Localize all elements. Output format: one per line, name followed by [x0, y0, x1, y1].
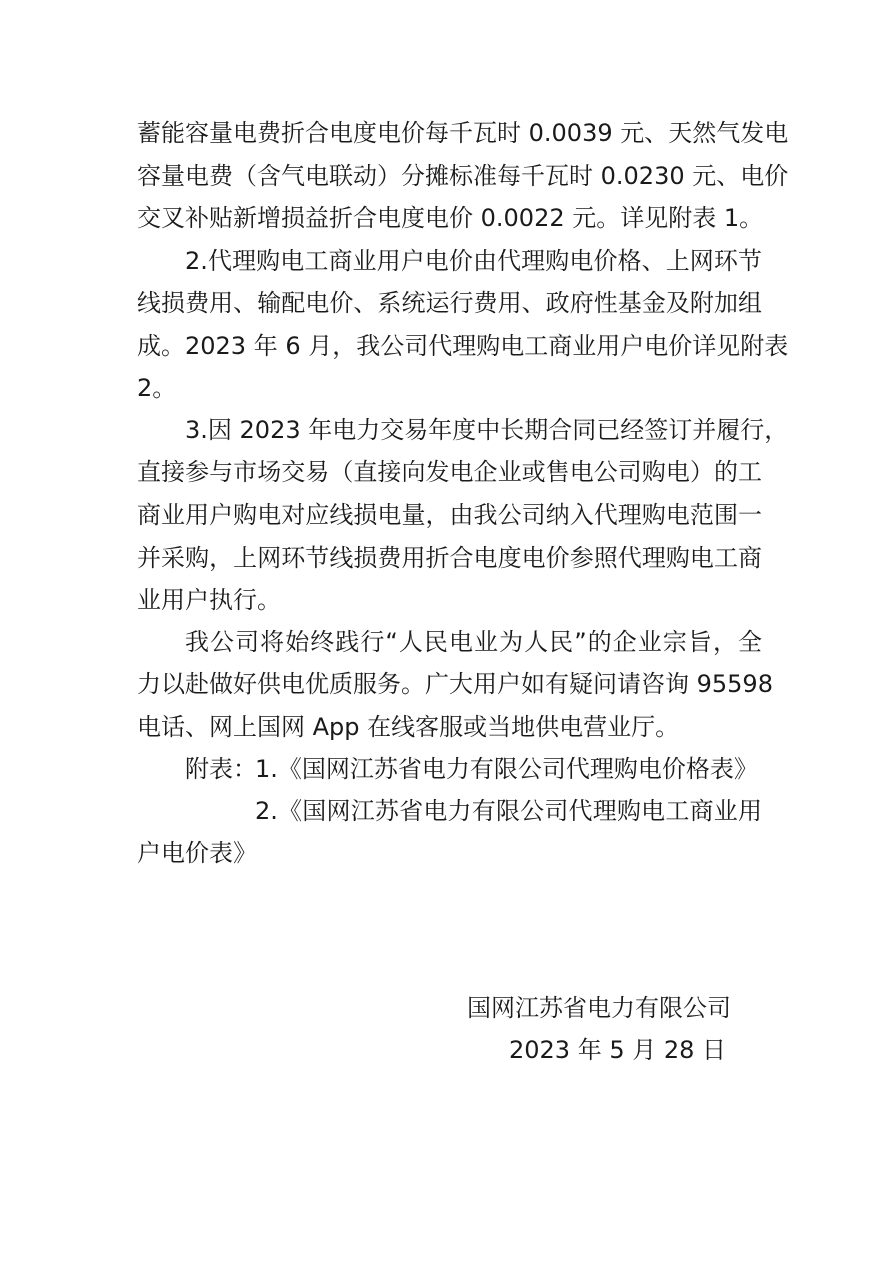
paragraph-line: 直接参与市场交易（直接向发电企业或售电公司购电）的工 [137, 458, 762, 486]
attachment-item-2-continued: 户电价表》 [137, 839, 257, 867]
attachments-label: 附表： [185, 755, 257, 783]
paragraph-line: 我公司将始终践行“人民电业为人民”的企业宗旨，全 [185, 628, 762, 656]
paragraph-line: 容量电费（含气电联动）分摊标准每千瓦时 0.0230 元、电价 [137, 162, 789, 190]
paragraph-line: 电话、网上国网 App 在线客服或当地供电营业厅。 [137, 713, 680, 741]
issue-date: 2023 年 5 月 28 日 [509, 1036, 727, 1064]
paragraph-line: 交叉补贴新增损益折合电度电价 0.0022 元。详见附表 1。 [137, 204, 764, 232]
paragraph-line: 并采购，上网环节线损费用折合电度电价参照代理购电工商 [137, 544, 762, 572]
paragraph-line: 业用户执行。 [137, 586, 281, 614]
attachment-item-2: 2.《国网江苏省电力有限公司代理购电工商业用 [255, 797, 762, 825]
paragraph-line: 商业用户购电对应线损电量，由我公司纳入代理购电范围一 [137, 501, 762, 529]
paragraph-line: 线损费用、输配电价、系统运行费用、政府性基金及附加组 [137, 289, 762, 317]
paragraph-line: 成。2023 年 6 月，我公司代理购电工商业用户电价详见附表 [137, 332, 789, 360]
paragraph-line: 3.因 2023 年电力交易年度中长期合同已经签订并履行， [185, 416, 789, 444]
paragraph-line: 2。 [137, 374, 177, 402]
paragraph-line: 2.代理购电工商业用户电价由代理购电价格、上网环节 [185, 247, 762, 275]
paragraph-line: 力以赴做好供电优质服务。广大用户如有疑问请咨询 95598 [137, 670, 773, 698]
paragraph-line: 蓄能容量电费折合电度电价每千瓦时 0.0039 元、天然气发电 [137, 119, 789, 147]
attachment-item-1: 1.《国网江苏省电力有限公司代理购电价格表》 [255, 755, 758, 783]
issuing-organization: 国网江苏省电力有限公司 [467, 994, 731, 1022]
